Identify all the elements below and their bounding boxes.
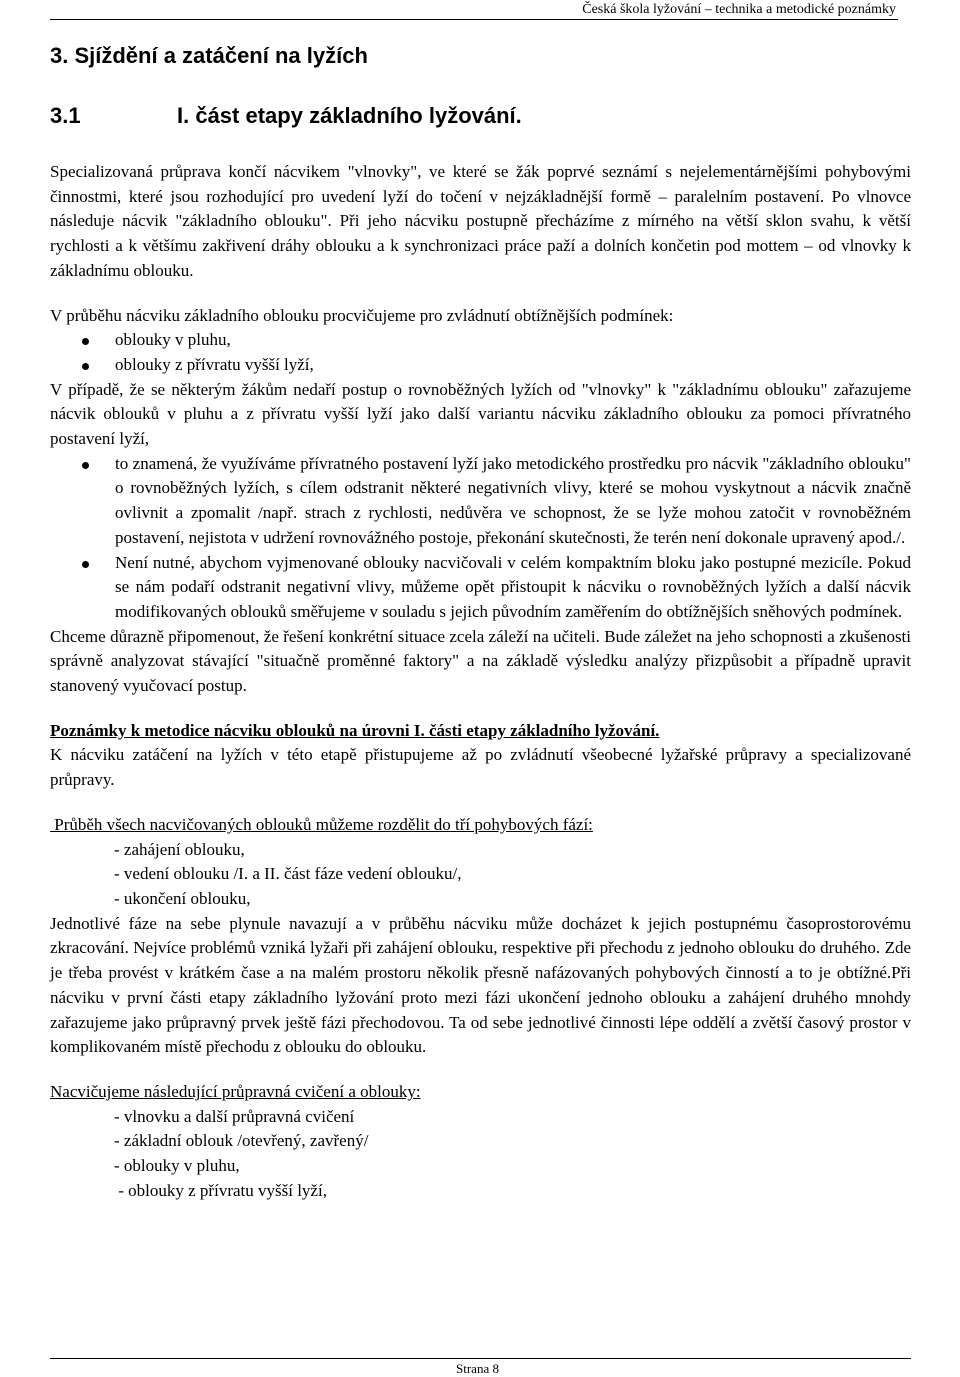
- phases-paragraph: Jednotlivé fáze na sebe plynule navazují a v průběhu nácviku může docházet k jejich postupnému časoprostorovému zkracování. Nejvíce problémů vzniká lyžaři při zahájení oblouku, respektive při přechodu z jednoho oblouku do druhého. Zde je třeba provést v krátkém čase a na malém prostoru několik přesně nafázovaných pohybových činností a to je obtížné.Při nácviku v první části etapy základního lyžování proto mezi fázi ukončení jednoho oblouku a zahájení druhého mnohdy zařazujeme jako průpravný prvek ještě fázi přechodovou. Ta od sebe jednotlivé činnosti lépe oddělí a zvětší časový prostor v komplikovaném místě přechodu z oblouku do oblouku.: [50, 913, 911, 1057]
- list-item: oblouky z přívratu vyšší lyží,: [50, 353, 911, 378]
- list-item: oblouky v pluhu,: [50, 328, 911, 353]
- exercises-heading: Nacvičujeme následující průpravná cvičení a oblouky:: [50, 1081, 421, 1101]
- failure-paragraph: V případě, že se některým žákům nedaří postup o rovnoběžných lyžích od "vlnovky" k "základnímu oblouku" zařazujeme nácvik oblouků v pluhu a z přívratu vyšší lyží jako další variantu nácviku základního oblouku za pomoci přívratného postavení lyží,: [50, 379, 911, 449]
- bullet-icon: [82, 462, 89, 469]
- list-item: - oblouky v pluhu,: [114, 1156, 240, 1176]
- bullet-icon: [82, 363, 89, 370]
- practice-bullet-list: [50, 328, 911, 377]
- intro-paragraph: Specializovaná průprava končí nácvikem "vlnovky", ve které se žák poprvé seznámí s nejelementárnějšími pohybovými činnostmi, které jsou rozhodující pro uvedení lyží do točení v nejzákladnější formě – paralelním postavení. Po vlnovce následuje nácvik "základního oblouku". Při jeho nácviku postupně přecházíme z mírného na větší sklon svahu, k větší rychlosti a k většímu zakřivení dráhy oblouku a k synchronizaci práce paží a dolních končetin pod mottem – od vlnovky k základnímu oblouku.: [50, 162, 911, 280]
- method-bullet-list: [50, 452, 911, 625]
- header-rule: [50, 19, 898, 20]
- list-item: - vedení oblouku /I. a II. část fáze vedení oblouku/,: [114, 864, 462, 884]
- exercises-list: [50, 1105, 911, 1204]
- list-item: - ukončení oblouku,: [114, 888, 251, 908]
- list-item: to znamená, že využíváme přívratného postavení lyží jako metodického prostředku pro nácvik "základního oblouku" o rovnoběžných lyžích, s cílem odstranit některé negativních vlivy, které se mohou vyskytnout a nácvik značně ovlivnit a zpomalit /např. strach z rychlosti, nedůvěra ve schopnost, že se lyže mohou zatočit v rovnoběžném postavení, nejistota v udržení rovnovážného postoje, překonání skutečnosti, že terén není dokonale upravený apod./.: [50, 452, 911, 551]
- phases-heading: Průběh všech nacvičovaných oblouků můžeme rozdělit do tří pohybových fází:: [50, 814, 593, 834]
- list-item: - základní oblouk /otevřený, zavřený/: [114, 1131, 369, 1151]
- bullet-icon: [82, 561, 89, 568]
- bullet-icon: [82, 338, 89, 345]
- chapter-heading: 3. Sjíždění a zatáčení na lyžích: [50, 43, 368, 68]
- notes-heading: Poznámky k metodice nácviku oblouků na úrovni I. části etapy základního lyžování.: [50, 720, 660, 740]
- document-body: [50, 160, 911, 1203]
- list-item: - vlnovku a další průpravná cvičení: [114, 1106, 355, 1126]
- section-title: I. část etapy základního lyžování.: [177, 103, 522, 128]
- phases-list: [50, 838, 911, 912]
- footer-rule: [50, 1358, 911, 1359]
- section-number: 3.1: [50, 103, 81, 128]
- section-heading: [50, 103, 522, 129]
- notes-paragraph: K nácviku zatáčení na lyžích v této etapě přistupujeme až po zvládnutí všeobecné lyžařské průpravy a specializované průpravy.: [50, 745, 911, 790]
- list-item: - zahájení oblouku,: [114, 839, 245, 859]
- running-header: Česká škola lyžování – technika a metodické poznámky: [582, 2, 896, 17]
- list-item: - oblouky z přívratu vyšší lyží,: [114, 1180, 327, 1200]
- emphasis-paragraph: Chceme důrazně připomenout, že řešení konkrétní situace zcela záleží na učiteli. Bude záležet na jeho schopnosti a zkušenosti správně analyzovat stávající "situačně proměnné faktory" a na základě výsledku analýzy přizpůsobit a případně upravit stanovený vyučovací postup.: [50, 626, 911, 696]
- practice-intro-paragraph: V průběhu nácviku základního oblouku procvičujeme pro zvládnutí obtížnějších podmínek:: [50, 305, 674, 325]
- list-item: Není nutné, abychom vyjmenované oblouky nacvičovali v celém kompaktním bloku jako postupné mezicíle. Pokud se nám podaří odstranit negativní vlivy, můžeme opět přistoupit k nácviku o rovnoběžných lyžích a další nácvik modifikovaných oblouků směřujeme v souladu s jejich původním zaměřením do obtížnějších sněhových podmínek.: [50, 551, 911, 625]
- page-number: Strana 8: [456, 1361, 499, 1376]
